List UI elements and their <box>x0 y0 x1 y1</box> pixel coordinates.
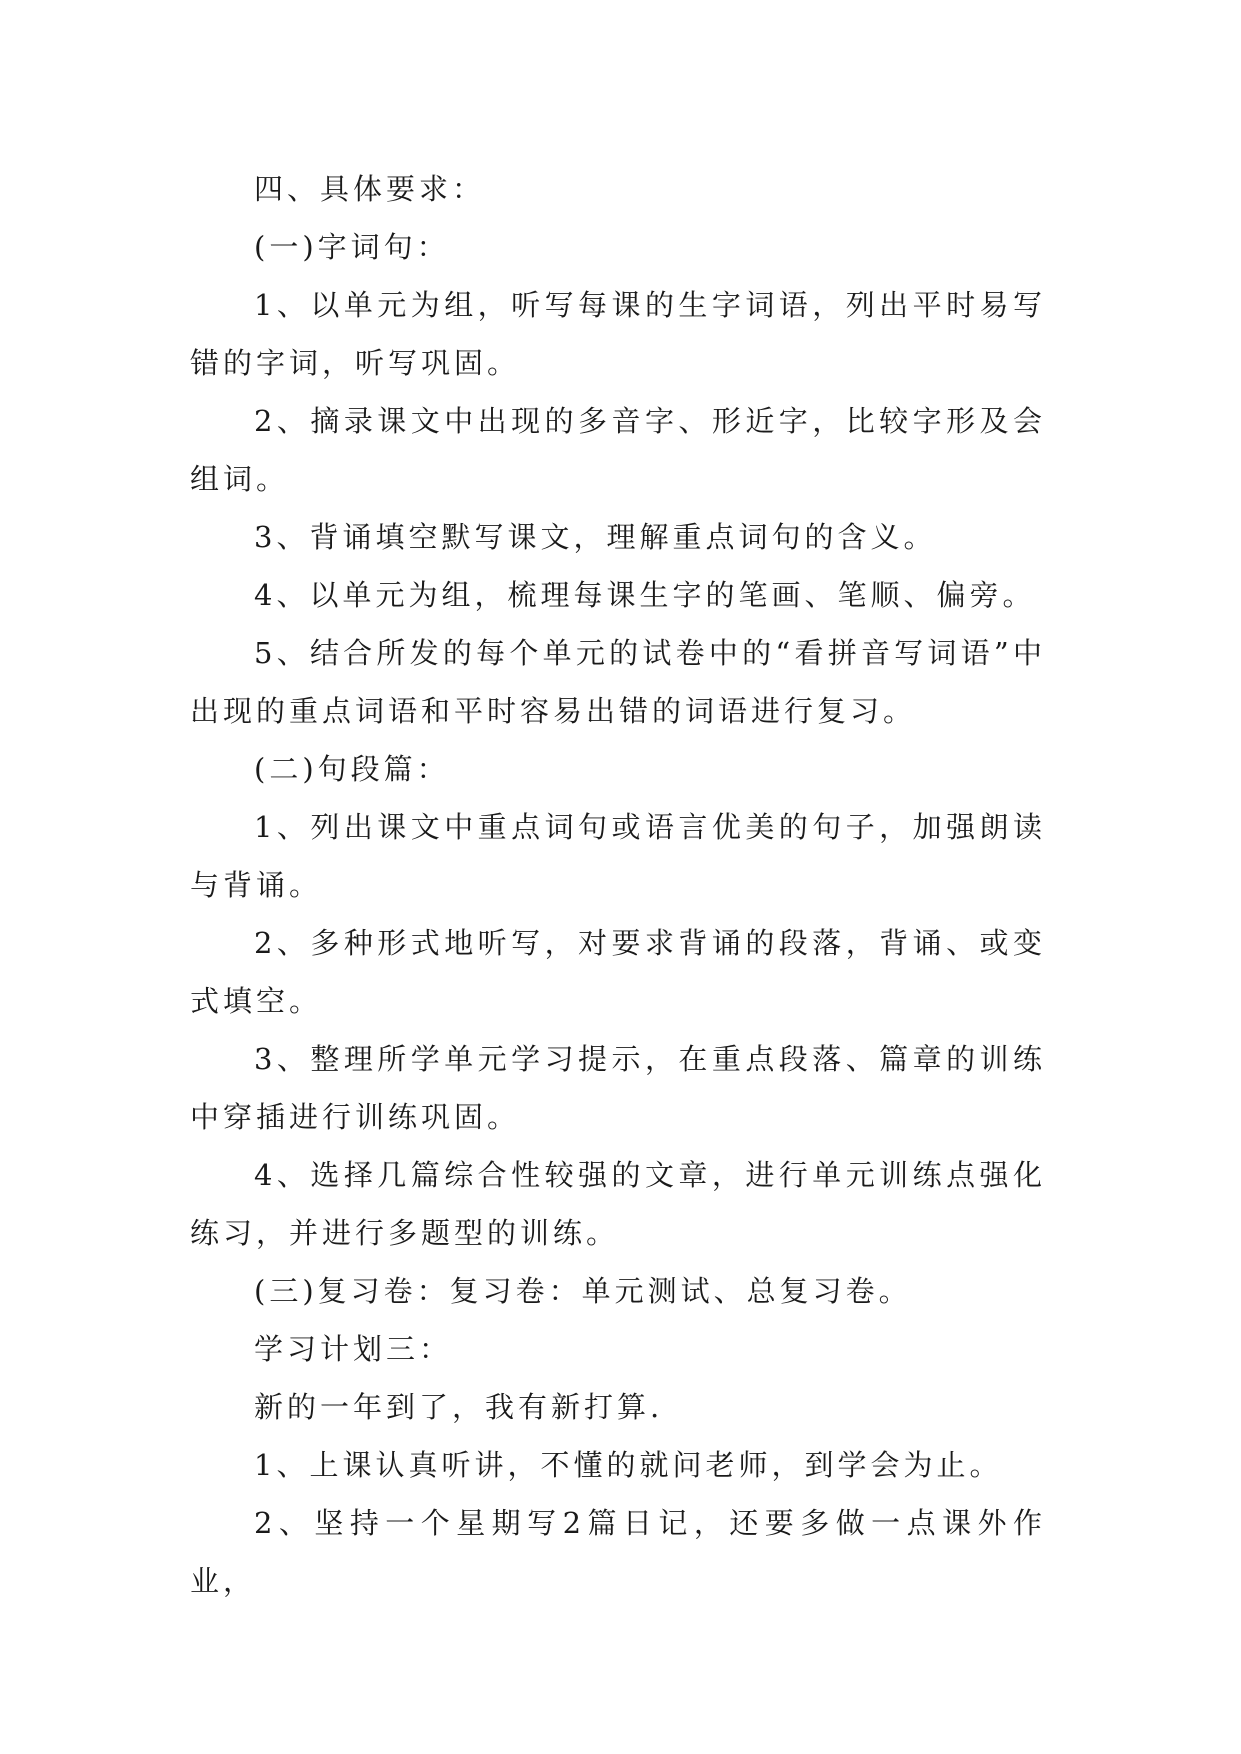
paragraph-sentences-2: 2、多种形式地听写，对要求背诵的段落，背诵、或变式填空。 <box>190 926 1046 1018</box>
document-body <box>190 160 1046 1610</box>
subsection-heading-words: (一)字词句： <box>254 230 450 264</box>
paragraph-sentences-1: 1、列出课文中重点词句或语言优美的句子，加强朗读与背诵。 <box>190 810 1046 902</box>
paragraph-sentences-3: 3、整理所学单元学习提示，在重点段落、篇章的训练中穿插进行训练巩固。 <box>190 1042 1046 1134</box>
paragraph-plan-1: 1、上课认真听讲，不懂的就问老师，到学会为止。 <box>254 1448 1003 1482</box>
paragraph-sentences-4: 4、选择几篇综合性较强的文章，进行单元训练点强化练习，并进行多题型的训练。 <box>190 1158 1046 1250</box>
paragraph-words-1: 1、以单元为组，听写每课的生字词语，列出平时易写错的字词，听写巩固。 <box>190 288 1046 380</box>
section-heading-plan-three: 学习计划三： <box>254 1332 453 1366</box>
paragraph-words-4: 4、以单元为组，梳理每课生字的笔画、笔顺、偏旁。 <box>254 578 1036 612</box>
section-heading-requirements: 四、具体要求： <box>254 172 486 206</box>
paragraph-plan-2: 2、坚持一个星期写2篇日记，还要多做一点课外作业， <box>190 1506 1046 1598</box>
paragraph-words-3: 3、背诵填空默写课文，理解重点词句的含义。 <box>254 520 937 554</box>
paragraph-words-5: 5、结合所发的每个单元的试卷中的“看拼音写词语”中出现的重点词语和平时容易出错的词语进行复习。 <box>190 636 1046 728</box>
subsection-heading-review: (三)复习卷：复习卷：单元测试、总复习卷。 <box>254 1274 912 1308</box>
subsection-heading-sentences: (二)句段篇： <box>254 752 450 786</box>
paragraph-words-2: 2、摘录课文中出现的多音字、形近字，比较字形及会组词。 <box>190 404 1046 496</box>
paragraph-new-year: 新的一年到了，我有新打算. <box>254 1390 664 1424</box>
